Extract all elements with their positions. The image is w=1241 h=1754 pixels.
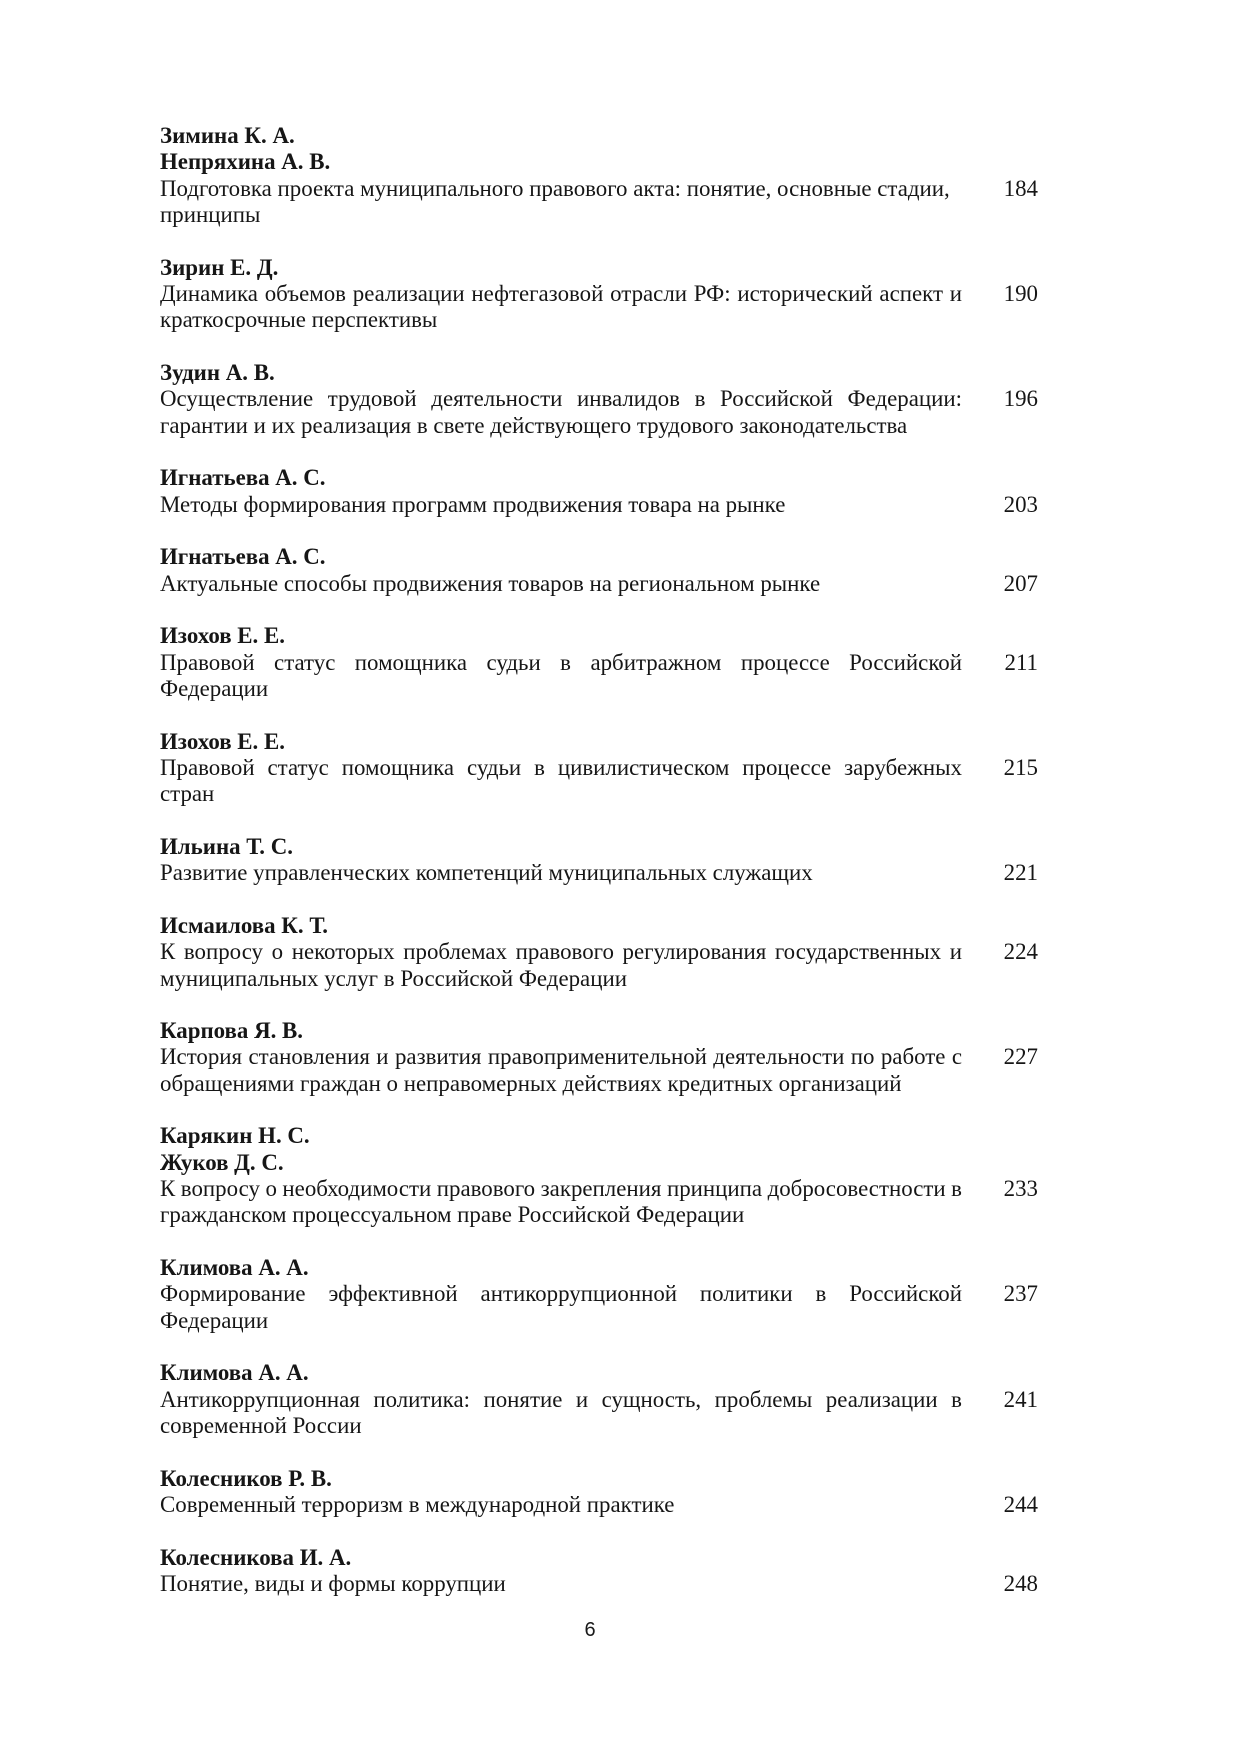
entry-title-text: краткосрочные перспективы bbox=[160, 307, 438, 333]
entry-title-text: современной России bbox=[160, 1413, 362, 1439]
entry-title-line bbox=[160, 939, 1038, 965]
entry-author: Жуков Д. С. bbox=[160, 1149, 284, 1175]
entry-title-line bbox=[160, 413, 1038, 439]
toc-entry bbox=[160, 360, 1038, 439]
entry-title-line bbox=[160, 860, 1038, 886]
toc-entry bbox=[160, 1123, 1038, 1228]
toc-entry bbox=[160, 255, 1038, 334]
toc-entry bbox=[160, 465, 1038, 518]
entry-author: Зудин А. В. bbox=[160, 359, 275, 385]
toc-entry bbox=[160, 544, 1038, 597]
entry-title-text: Правовой статус помощника судьи в арбитражном процессе Российской bbox=[160, 649, 962, 675]
entry-title-line bbox=[160, 1492, 1038, 1518]
entry-title-line bbox=[160, 676, 1038, 702]
entry-title-line bbox=[160, 1571, 1038, 1597]
toc-entry bbox=[160, 1255, 1038, 1334]
entry-author: Климова А. А. bbox=[160, 1255, 309, 1281]
toc-entry bbox=[160, 1360, 1038, 1439]
entry-title-text: муниципальных услуг в Российской Федерации bbox=[160, 965, 627, 991]
entry-title-line bbox=[160, 281, 1038, 307]
toc-entry bbox=[160, 834, 1038, 887]
entry-title-line bbox=[160, 176, 1038, 202]
entry-title-text: Современный терроризм в международной практике bbox=[160, 1492, 675, 1518]
table-of-contents bbox=[160, 123, 1038, 1597]
entry-title-text: Методы формирования программ продвижения товара на рынке bbox=[160, 491, 786, 517]
page-number-footer: 6 bbox=[584, 1619, 596, 1641]
entry-author: Карпова Я. В. bbox=[160, 1018, 304, 1044]
entry-title-text: К вопросу о необходимости правового закрепления принципа добросовестности в bbox=[160, 1176, 962, 1202]
entry-page-number: 196 bbox=[1003, 386, 1038, 412]
toc-entry bbox=[160, 913, 1038, 992]
entry-page-number: 237 bbox=[1003, 1281, 1038, 1307]
toc-entry bbox=[160, 123, 1038, 228]
entry-page-number: 224 bbox=[1003, 939, 1038, 965]
entry-title-line bbox=[160, 1387, 1038, 1413]
entry-title-line bbox=[160, 492, 1038, 518]
entry-title-text: Актуальные способы продвижения товаров на региональном рынке bbox=[160, 570, 821, 596]
toc-entry bbox=[160, 729, 1038, 808]
entry-page-number: 215 bbox=[1003, 754, 1038, 780]
entry-author: Зирин Е. Д. bbox=[160, 254, 279, 280]
entry-author: Колесникова И. А. bbox=[160, 1544, 352, 1570]
entry-title-text: гарантии и их реализация в свете действующего трудового законодательства bbox=[160, 412, 908, 438]
entry-title-line bbox=[160, 307, 1038, 333]
entry-title-text: Правовой статус помощника судьи в цивилистическом процессе зарубежных bbox=[160, 754, 962, 780]
entry-title-text: Формирование эффективной антикоррупционной политики в Российской bbox=[160, 1281, 962, 1307]
toc-entry bbox=[160, 623, 1038, 702]
entry-title-text: принципы bbox=[160, 201, 261, 227]
entry-title-line bbox=[160, 1176, 1038, 1202]
entry-author: Изохов Е. Е. bbox=[160, 728, 285, 754]
entry-title-line bbox=[160, 1202, 1038, 1228]
entry-title-text: Подготовка проекта муниципального правового акта: понятие, основные стадии, bbox=[160, 175, 950, 201]
entry-title-line bbox=[160, 966, 1038, 992]
entry-title-text: Осуществление трудовой деятельности инвалидов в Российской Федерации: bbox=[160, 386, 962, 412]
entry-page-number: 207 bbox=[1003, 570, 1038, 596]
entry-title-text: Антикоррупционная политика: понятие и сущность, проблемы реализации в bbox=[160, 1386, 962, 1412]
entry-page-number: 244 bbox=[1003, 1492, 1038, 1518]
entry-author: Ильина Т. С. bbox=[160, 833, 293, 859]
entry-page-number: 241 bbox=[1003, 1386, 1038, 1412]
entry-author: Климова А. А. bbox=[160, 1360, 309, 1386]
entry-author: Карякин Н. С. bbox=[160, 1123, 310, 1149]
entry-author: Изохов Е. Е. bbox=[160, 623, 285, 649]
entry-author: Игнатьева А. С. bbox=[160, 465, 326, 491]
entry-title-line bbox=[160, 650, 1038, 676]
entry-title-text: История становления и развития правоприменительной деятельности по работе с bbox=[160, 1044, 962, 1070]
entry-title-text: Развитие управленческих компетенций муниципальных служащих bbox=[160, 860, 813, 886]
entry-author: Исмаилова К. Т. bbox=[160, 912, 329, 938]
entry-title-text: Понятие, виды и формы коррупции bbox=[160, 1571, 506, 1597]
entry-page-number: 233 bbox=[1003, 1176, 1038, 1202]
entry-title-text: гражданском процессуальном праве Российской Федерации bbox=[160, 1202, 745, 1228]
entry-page-number: 184 bbox=[1003, 175, 1038, 201]
entry-title-text: Федерации bbox=[160, 1307, 269, 1333]
entry-title-line bbox=[160, 202, 1038, 228]
entry-page-number: 203 bbox=[1003, 491, 1038, 517]
entry-page-number: 211 bbox=[1004, 649, 1038, 675]
entry-page-number: 248 bbox=[1003, 1571, 1038, 1597]
entry-page-number: 227 bbox=[1003, 1044, 1038, 1070]
entry-title-text: К вопросу о некоторых проблемах правового регулирования государственных и bbox=[160, 939, 962, 965]
entry-title-line bbox=[160, 571, 1038, 597]
entry-title-line bbox=[160, 1281, 1038, 1307]
entry-title-text: стран bbox=[160, 781, 215, 807]
entry-page-number: 221 bbox=[1003, 860, 1038, 886]
entry-author: Непряхина А. В. bbox=[160, 149, 331, 175]
entry-title-text: Динамика объемов реализации нефтегазовой отрасли РФ: исторический аспект и bbox=[160, 280, 962, 306]
entry-title-text: обращениями граждан о неправомерных действиях кредитных организаций bbox=[160, 1070, 902, 1096]
entry-title-line bbox=[160, 755, 1038, 781]
entry-title-line bbox=[160, 1308, 1038, 1334]
toc-entry bbox=[160, 1018, 1038, 1097]
entry-page-number: 190 bbox=[1003, 280, 1038, 306]
entry-author: Колесников Р. В. bbox=[160, 1465, 332, 1491]
entry-author: Игнатьева А. С. bbox=[160, 544, 326, 570]
entry-author: Зимина К. А. bbox=[160, 123, 295, 148]
entry-title-line bbox=[160, 1071, 1038, 1097]
toc-entry bbox=[160, 1545, 1038, 1598]
toc-entry bbox=[160, 1466, 1038, 1519]
entry-title-line bbox=[160, 781, 1038, 807]
entry-title-line bbox=[160, 1044, 1038, 1070]
entry-title-line bbox=[160, 386, 1038, 412]
entry-title-line bbox=[160, 1413, 1038, 1439]
entry-title-text: Федерации bbox=[160, 675, 269, 701]
